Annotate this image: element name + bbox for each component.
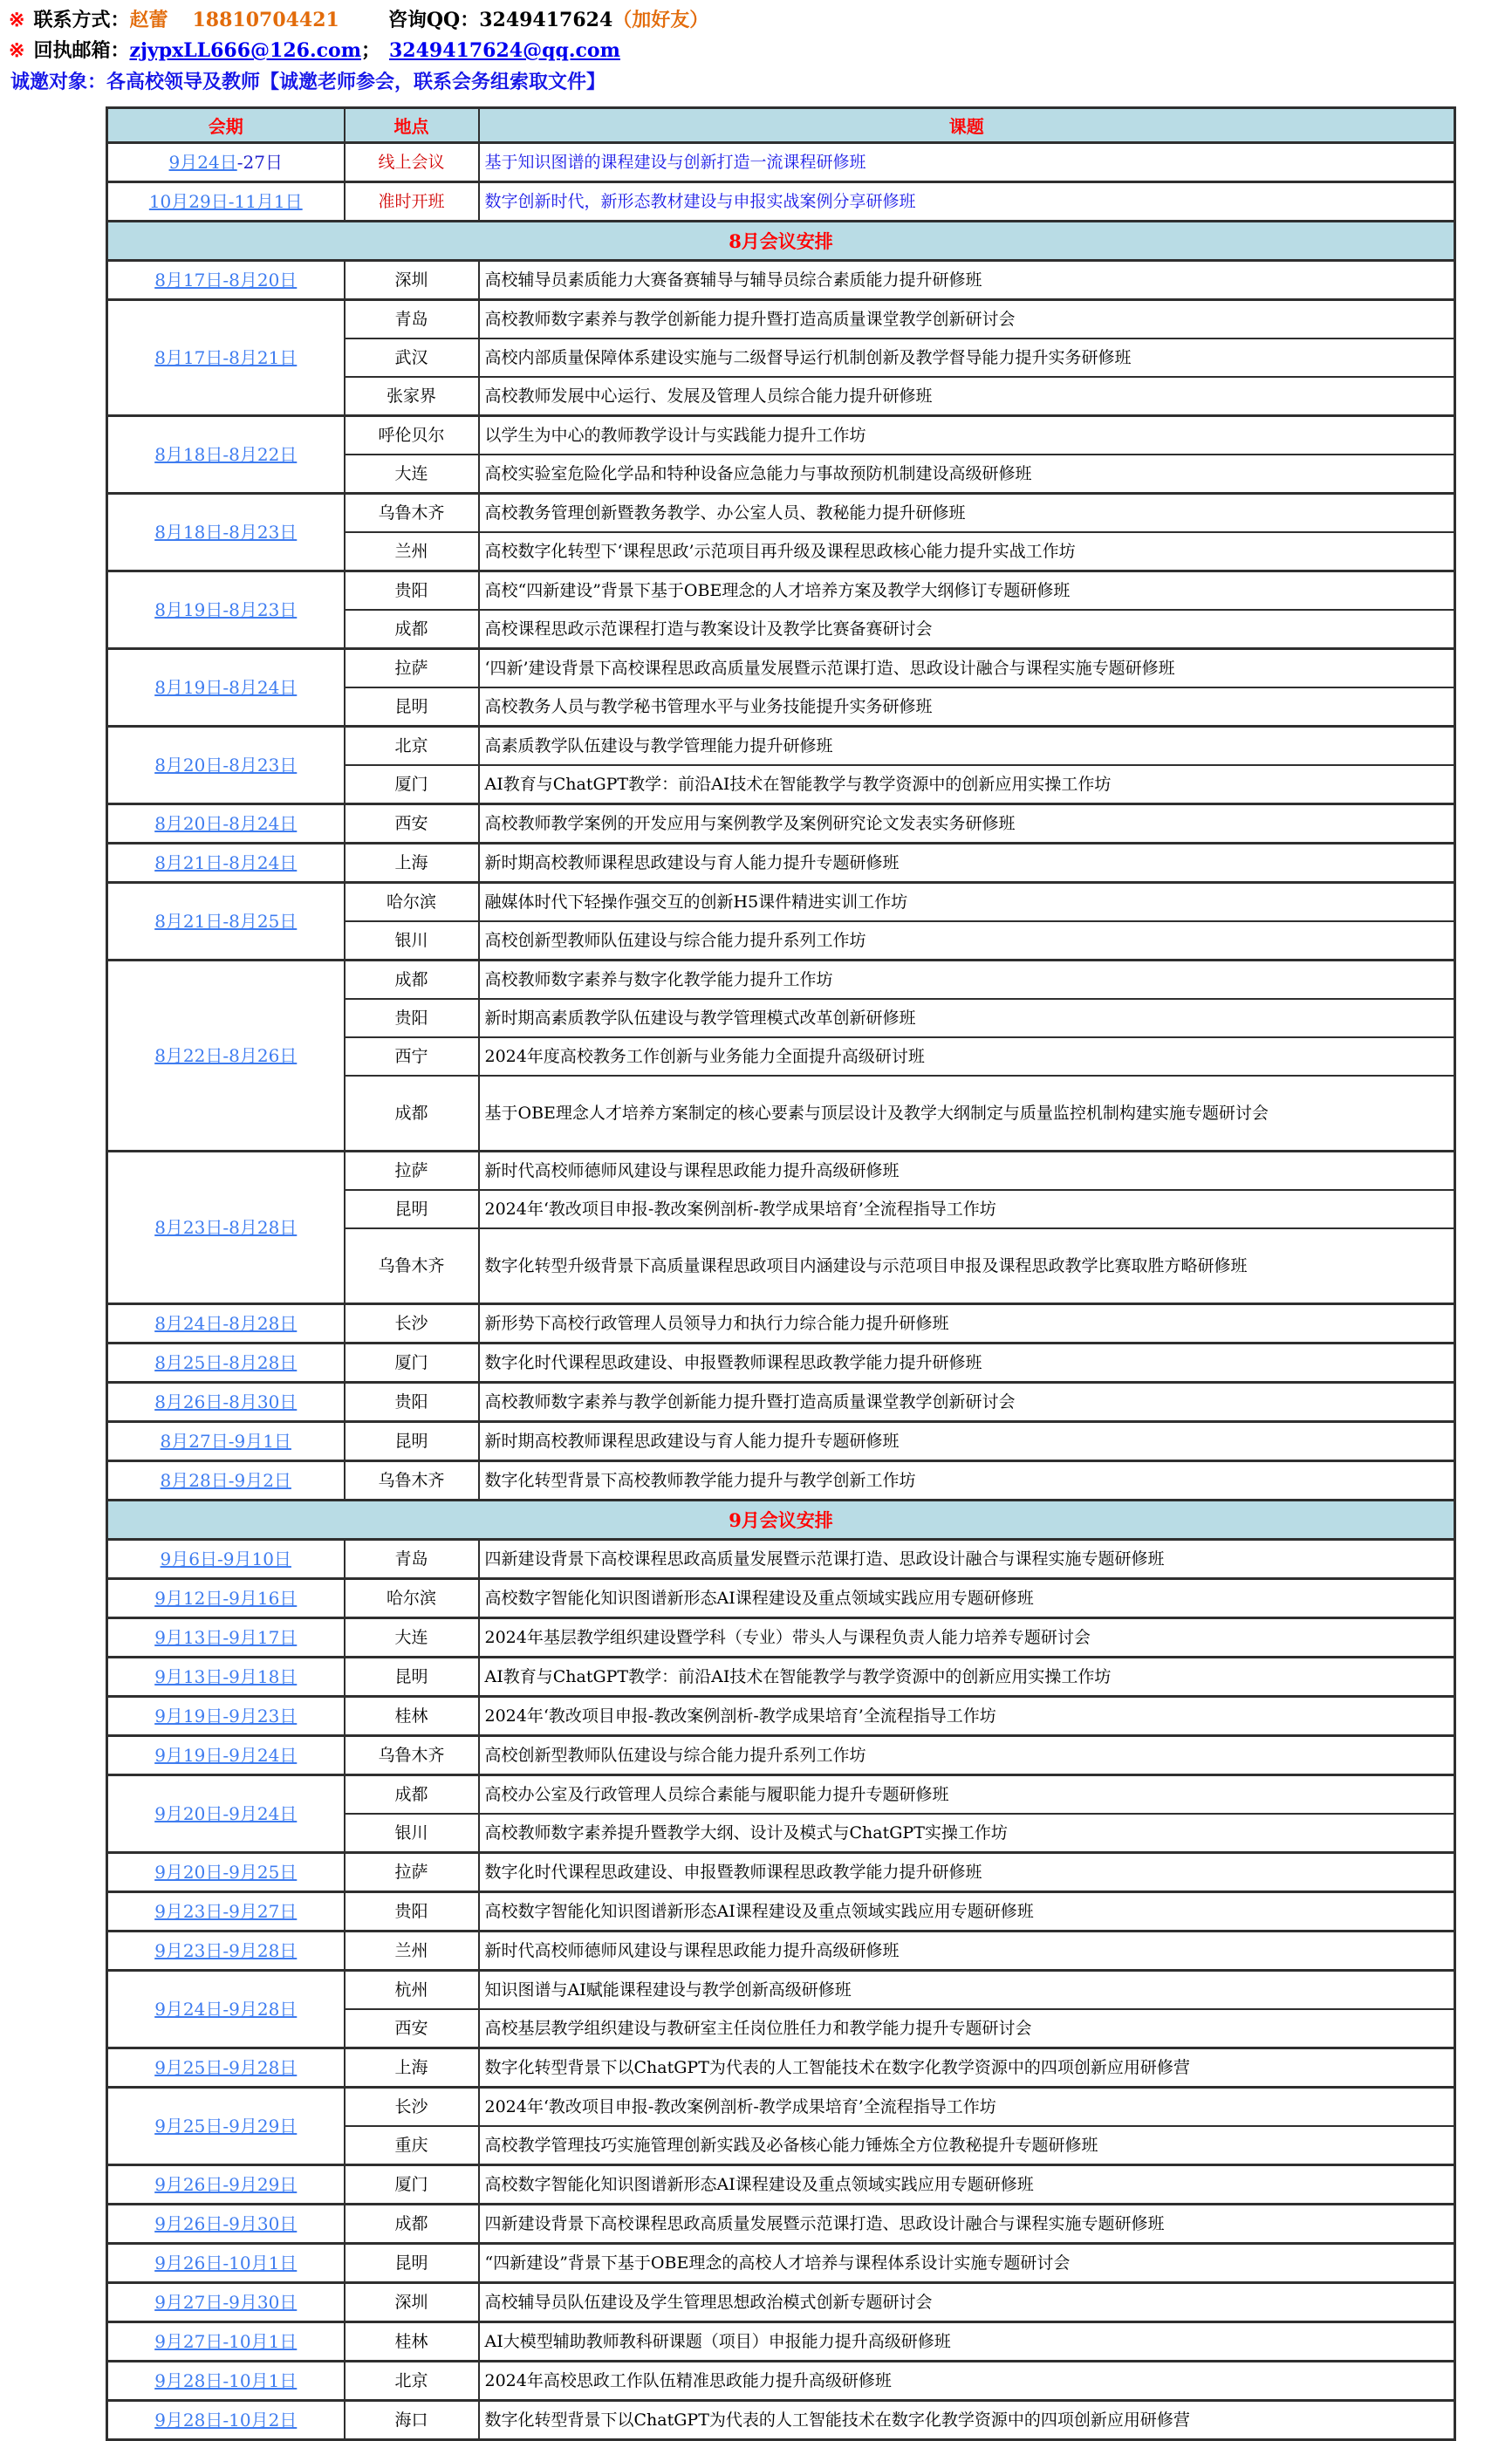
session-date-link[interactable]: 8月20日-8月24日: [154, 813, 298, 834]
topic-cell: 高校实验室危险化学品和特种设备应急能力与事故预防机制建设高级研修班: [479, 455, 1455, 494]
topic-cell: 基于OBE理念人才培养方案制定的核心要素与顶层设计及教学大纲制定与质量监控机制构建实施专题研讨会: [479, 1076, 1455, 1152]
topic-cell: 高素质教学队伍建设与教学管理能力提升研修班: [479, 727, 1455, 766]
session-date-link[interactable]: 8月26日-8月30日: [154, 1391, 298, 1412]
table-row: [107, 1736, 1455, 1775]
session-date-link[interactable]: 9月19日-9月23日: [154, 1706, 298, 1726]
location-cell: 长沙: [345, 1304, 479, 1344]
session-date-cell: [107, 1618, 345, 1658]
location-cell: 大连: [345, 455, 479, 494]
session-date-link[interactable]: 8月24日-8月28日: [154, 1313, 298, 1334]
location-cell: 西宁: [345, 1037, 479, 1076]
topic-cell: 高校教务管理创新暨教务教学、办公室人员、教秘能力提升研修班: [479, 494, 1455, 533]
session-date-cell: [107, 1540, 345, 1579]
contact-phone: 18810704421: [192, 9, 339, 31]
session-date-link[interactable]: 8月17日-8月20日: [154, 270, 298, 291]
column-header-topic: 课题: [479, 108, 1455, 143]
topic-cell: 新时代高校师德师风建设与课程思政能力提升高级研修班: [479, 1932, 1455, 1971]
session-date-cell: [107, 1579, 345, 1618]
table-row: [107, 300, 1455, 339]
session-date-cell: [107, 1736, 345, 1775]
table-row: [107, 2048, 1455, 2088]
location-cell: 海口: [345, 2401, 479, 2440]
location-cell: 拉萨: [345, 1853, 479, 1892]
session-date-link[interactable]: 9月27日-10月1日: [154, 2331, 298, 2352]
reply-email-line: [9, 36, 1512, 66]
location-cell: 呼伦贝尔: [345, 416, 479, 455]
location-cell: 贵阳: [345, 571, 479, 611]
session-date-link[interactable]: 8月21日-8月25日: [154, 911, 298, 932]
topic-cell: 数字化时代课程思政建设、申报暨教师课程思政教学能力提升研修班: [479, 1853, 1455, 1892]
location-cell: 线上会议: [345, 143, 479, 182]
table-row: [107, 2401, 1455, 2440]
table-row: [107, 2165, 1455, 2205]
column-header-session: 会期: [107, 108, 345, 143]
topic-cell: 2024年高校思政工作队伍精准思政能力提升高级研修班: [479, 2362, 1455, 2401]
table-row: [107, 1697, 1455, 1736]
location-cell: 乌鲁木齐: [345, 494, 479, 533]
session-date-link[interactable]: 8月19日-8月24日: [154, 677, 298, 698]
session-date-cell: [107, 1344, 345, 1383]
table-row: [107, 1579, 1455, 1618]
table-row: [107, 1932, 1455, 1971]
session-date-link[interactable]: 9月27日-9月30日: [154, 2292, 298, 2313]
session-date-cell: [107, 1853, 345, 1892]
table-row: [107, 1152, 1455, 1191]
email-link-1[interactable]: zjypxLL666@126.com: [129, 39, 361, 62]
session-date-link[interactable]: 8月22日-8月26日: [154, 1045, 298, 1066]
table-row: [107, 2205, 1455, 2244]
topic-cell: 高校创新型教师队伍建设与综合能力提升系列工作坊: [479, 1736, 1455, 1775]
location-cell: 西安: [345, 2009, 479, 2048]
location-cell: 青岛: [345, 300, 479, 339]
table-row: [107, 1344, 1455, 1383]
table-row: [107, 182, 1455, 222]
location-cell: 重庆: [345, 2126, 479, 2165]
topic-cell: 高校教师数字素养与数字化教学能力提升工作坊: [479, 961, 1455, 1000]
session-date-cell: [107, 804, 345, 844]
session-date-cell: [107, 2322, 345, 2362]
session-date-link[interactable]: 9月23日-9月27日: [154, 1901, 298, 1922]
session-date-cell: [107, 182, 345, 222]
topic-cell: 高校课程思政示范课程打造与教案设计及教学比赛备赛研讨会: [479, 610, 1455, 649]
topic-cell: 2024年‘教改项目申报-教改案例剖析-教学成果培育’全流程指导工作坊: [479, 2088, 1455, 2127]
session-date-cell: [107, 300, 345, 416]
session-date-link[interactable]: 8月17日-8月21日: [154, 347, 298, 368]
table-row: [107, 2244, 1455, 2283]
session-date-cell: [107, 1892, 345, 1932]
session-date-link[interactable]: 9月26日-10月1日: [154, 2253, 298, 2273]
session-date-cell: [107, 961, 345, 1152]
table-row: [107, 1775, 1455, 1815]
location-cell: 昆明: [345, 1658, 479, 1697]
topic-cell: 高校数字智能化知识图谱新形态AI课程建设及重点领域实践应用专题研修班: [479, 1892, 1455, 1932]
session-date-cell: [107, 2088, 345, 2165]
location-cell: 昆明: [345, 687, 479, 727]
table-row: [107, 1853, 1455, 1892]
location-cell: 贵阳: [345, 1383, 479, 1422]
topic-cell: 高校“四新建设”背景下基于OBE理念的人才培养方案及教学大纲修订专题研修班: [479, 571, 1455, 611]
location-cell: 北京: [345, 727, 479, 766]
session-date-cell: [107, 143, 345, 182]
asterisk-marker-icon: ※: [9, 9, 25, 31]
table-row: [107, 2362, 1455, 2401]
email-link-2[interactable]: 3249417624@qq.com: [389, 39, 620, 62]
topic-cell: ‘四新’建设背景下高校课程思政高质量发展暨示范课打造、思政设计融合与课程实施专题研修班: [479, 649, 1455, 688]
session-date-cell: [107, 2401, 345, 2440]
topic-cell: 新时期高素质教学队伍建设与教学管理模式改革创新研修班: [479, 999, 1455, 1037]
location-cell: 拉萨: [345, 1152, 479, 1191]
session-date-cell: [107, 1461, 345, 1501]
location-cell: 乌鲁木齐: [345, 1736, 479, 1775]
location-cell: 贵阳: [345, 1892, 479, 1932]
topic-cell: AI大模型辅助教师教科研课题（项目）申报能力提升高级研修班: [479, 2322, 1455, 2362]
topic-cell: 2024年‘教改项目申报-教改案例剖析-教学成果培育’全流程指导工作坊: [479, 1190, 1455, 1228]
month-band-label: 9月会议安排: [107, 1501, 1455, 1540]
session-date-link[interactable]: 9月24日-9月28日: [154, 1999, 298, 2020]
table-row: [107, 261, 1455, 300]
location-cell: 昆明: [345, 2244, 479, 2283]
session-date-link[interactable]: 9月28日-10月1日: [154, 2370, 298, 2391]
table-row: [107, 844, 1455, 883]
topic-cell: 高校教学管理技巧实施管理创新实践及必备核心能力锤炼全方位教秘提升专题研修班: [479, 2126, 1455, 2165]
session-date-cell: [107, 2362, 345, 2401]
month-band-row: [107, 1501, 1455, 1540]
session-date-link[interactable]: 8月18日-8月22日: [154, 444, 298, 465]
session-date-cell: [107, 1971, 345, 2048]
location-cell: 青岛: [345, 1540, 479, 1579]
topic-cell: 高校辅导员素质能力大赛备赛辅导与辅导员综合素质能力提升研修班: [479, 261, 1455, 300]
topic-cell: 高校辅导员队伍建设及学生管理思想政治模式创新专题研讨会: [479, 2283, 1455, 2322]
invite-line: 诚邀对象：各高校领导及教师【诚邀老师参会，联系会务组索取文件】: [10, 71, 606, 93]
session-date-cell: [107, 2244, 345, 2283]
session-date-cell: [107, 1658, 345, 1697]
topic-cell: 新形势下高校行政管理人员领导力和执行力综合能力提升研修班: [479, 1304, 1455, 1344]
session-date-link[interactable]: 9月19日-9月24日: [154, 1745, 298, 1766]
table-row: [107, 416, 1455, 455]
month-band-label: 8月会议安排: [107, 222, 1455, 261]
location-cell: 上海: [345, 2048, 479, 2088]
session-date-link[interactable]: 8月25日-8月28日: [154, 1352, 298, 1373]
table-row: [107, 1383, 1455, 1422]
table-row: [107, 961, 1455, 1000]
table-row: [107, 2088, 1455, 2127]
topic-cell: 高校办公室及行政管理人员综合素能与履职能力提升专题研修班: [479, 1775, 1455, 1815]
qq-label: 咨询QQ：: [387, 9, 480, 31]
topic-cell: 2024年度高校教务工作创新与业务能力全面提升高级研讨班: [479, 1037, 1455, 1076]
topic-cell: 基于知识图谱的课程建设与创新打造一流课程研修班: [479, 143, 1455, 182]
session-date-cell: [107, 727, 345, 804]
session-date-cell: [107, 261, 345, 300]
email-label: 回执邮箱：: [33, 39, 130, 62]
session-date-link[interactable]: 9月20日-9月25日: [154, 1862, 298, 1883]
topic-cell: 高校创新型教师队伍建设与综合能力提升系列工作坊: [479, 921, 1455, 961]
location-cell: 哈尔滨: [345, 883, 479, 922]
session-date-link[interactable]: 9月20日-9月24日: [154, 1803, 298, 1824]
asterisk-marker-icon: ※: [9, 39, 25, 62]
location-cell: 厦门: [345, 765, 479, 804]
email-separator: ；: [360, 39, 380, 62]
session-date-cell: [107, 1697, 345, 1736]
session-date-link[interactable]: 9月13日-9月17日: [154, 1627, 298, 1648]
column-header-location: 地点: [345, 108, 479, 143]
contact-name: 赵蕾: [129, 9, 168, 31]
topic-cell: 高校教师数字素养与教学创新能力提升暨打造高质量课堂教学创新研讨会: [479, 300, 1455, 339]
topic-cell: 融媒体时代下轻操作强交互的创新H5课件精进实训工作坊: [479, 883, 1455, 922]
topic-cell: 以学生为中心的教师教学设计与实践能力提升工作坊: [479, 416, 1455, 455]
location-cell: 成都: [345, 2205, 479, 2244]
topic-cell: 数字化时代课程思政建设、申报暨教师课程思政教学能力提升研修班: [479, 1344, 1455, 1383]
session-date-cell: [107, 2205, 345, 2244]
session-date-link[interactable]: 8月28日-9月2日: [160, 1470, 291, 1491]
topic-cell: 数字创新时代，新形态教材建设与申报实战案例分享研修班: [479, 182, 1455, 222]
location-cell: 张家界: [345, 377, 479, 416]
contact-block: [0, 0, 1512, 98]
topic-cell: 高校教务人员与教学秘书管理水平与业务技能提升实务研修班: [479, 687, 1455, 727]
table-row: [107, 1658, 1455, 1697]
table-row: [107, 494, 1455, 533]
location-cell: 桂林: [345, 1697, 479, 1736]
location-cell: 拉萨: [345, 649, 479, 688]
location-cell: 贵阳: [345, 999, 479, 1037]
table-row: [107, 649, 1455, 688]
table-row: [107, 143, 1455, 182]
location-cell: 长沙: [345, 2088, 479, 2127]
topic-cell: 高校教师数字素养提升暨教学大纲、设计及模式与ChatGPT实操工作坊: [479, 1814, 1455, 1853]
table-row: [107, 1304, 1455, 1344]
topic-cell: 高校数字智能化知识图谱新形态AI课程建设及重点领域实践应用专题研修班: [479, 2165, 1455, 2205]
table-row: [107, 571, 1455, 611]
location-cell: 厦门: [345, 2165, 479, 2205]
session-date-cell: [107, 1422, 345, 1461]
topic-cell: 数字化转型背景下以ChatGPT为代表的人工智能技术在数字化教学资源中的四项创新应用研修营: [479, 2401, 1455, 2440]
conference-schedule-table: [106, 106, 1456, 2441]
session-date-link[interactable]: 9月26日-9月30日: [154, 2213, 298, 2234]
session-date-cell: [107, 1932, 345, 1971]
location-cell: 准时开班: [345, 182, 479, 222]
topic-cell: 数字化转型背景下以ChatGPT为代表的人工智能技术在数字化教学资源中的四项创新应用研修营: [479, 2048, 1455, 2088]
table-row: [107, 2322, 1455, 2362]
location-cell: 银川: [345, 1814, 479, 1853]
location-cell: 乌鲁木齐: [345, 1461, 479, 1501]
qq-number: 3249417624: [479, 9, 613, 31]
table-row: [107, 727, 1455, 766]
session-date-link[interactable]: 10月29日-11月1日: [148, 191, 303, 212]
location-cell: 深圳: [345, 261, 479, 300]
session-date-cell: [107, 2283, 345, 2322]
session-date-link[interactable]: 9月6日-9月10日: [160, 1549, 291, 1569]
topic-cell: 数字化转型背景下高校教师教学能力提升与教学创新工作坊: [479, 1461, 1455, 1501]
session-date-link[interactable]: 9月26日-9月29日: [154, 2174, 298, 2195]
location-cell: 兰州: [345, 1932, 479, 1971]
session-date-cell: [107, 416, 345, 494]
session-date-link[interactable]: 9月24日: [168, 152, 237, 173]
table-row: [107, 1461, 1455, 1501]
session-date-cell: [107, 1152, 345, 1304]
session-date-cell: [107, 2048, 345, 2088]
location-cell: 昆明: [345, 1422, 479, 1461]
topic-cell: 新时代高校师德师风建设与课程思政能力提升高级研修班: [479, 1152, 1455, 1191]
session-date-rest: -27日: [236, 152, 283, 173]
location-cell: 杭州: [345, 1971, 479, 2010]
session-date-cell: [107, 1775, 345, 1853]
topic-cell: 高校教师教学案例的开发应用与案例教学及案例研究论文发表实务研修班: [479, 804, 1455, 844]
session-date-cell: [107, 1383, 345, 1422]
month-band-row: [107, 222, 1455, 261]
table-row: [107, 1618, 1455, 1658]
session-date-link[interactable]: 9月25日-9月28日: [154, 2057, 298, 2078]
session-date-link[interactable]: 8月19日-8月23日: [154, 599, 298, 620]
session-date-cell: [107, 1304, 345, 1344]
session-date-link[interactable]: 9月12日-9月16日: [154, 1588, 298, 1609]
topic-cell: 高校教师发展中心运行、发展及管理人员综合能力提升研修班: [479, 377, 1455, 416]
topic-cell: 2024年‘教改项目申报-教改案例剖析-教学成果培育’全流程指导工作坊: [479, 1697, 1455, 1736]
table-header-row: [107, 108, 1455, 143]
table-row: [107, 1892, 1455, 1932]
topic-cell: 四新建设背景下高校课程思政高质量发展暨示范课打造、思政设计融合与课程实施专题研修班: [479, 1540, 1455, 1579]
topic-cell: AI教育与ChatGPT教学：前沿AI技术在智能教学与教学资源中的创新应用实操工作坊: [479, 765, 1455, 804]
session-date-link[interactable]: 8月18日-8月23日: [154, 522, 298, 543]
session-date-link[interactable]: 8月27日-9月1日: [160, 1431, 291, 1452]
location-cell: 上海: [345, 844, 479, 883]
location-cell: 银川: [345, 921, 479, 961]
session-date-cell: [107, 494, 345, 571]
table-row: [107, 804, 1455, 844]
session-date-link[interactable]: 9月28日-10月2日: [154, 2410, 298, 2431]
session-date-link[interactable]: 9月25日-9月29日: [154, 2116, 298, 2137]
session-date-link[interactable]: 9月13日-9月18日: [154, 1666, 298, 1687]
location-cell: 厦门: [345, 1344, 479, 1383]
session-date-link[interactable]: 8月20日-8月23日: [154, 755, 298, 776]
location-cell: 大连: [345, 1618, 479, 1658]
session-date-cell: [107, 844, 345, 883]
contact-line: [9, 5, 1512, 36]
session-date-cell: [107, 649, 345, 727]
topic-cell: 新时期高校教师课程思政建设与育人能力提升专题研修班: [479, 844, 1455, 883]
location-cell: 北京: [345, 2362, 479, 2401]
location-cell: 深圳: [345, 2283, 479, 2322]
location-cell: 桂林: [345, 2322, 479, 2362]
topic-cell: 知识图谱与AI赋能课程建设与教学创新高级研修班: [479, 1971, 1455, 2010]
topic-cell: 2024年基层教学组织建设暨学科（专业）带头人与课程负责人能力培养专题研讨会: [479, 1618, 1455, 1658]
session-date-link[interactable]: 8月23日-8月28日: [154, 1217, 298, 1238]
session-date-cell: [107, 883, 345, 961]
location-cell: 兰州: [345, 532, 479, 571]
table-row: [107, 1422, 1455, 1461]
topic-cell: 高校数字化转型下‘课程思政’示范项目再升级及课程思政核心能力提升实战工作坊: [479, 532, 1455, 571]
location-cell: 成都: [345, 1775, 479, 1815]
table-row: [107, 2283, 1455, 2322]
topic-cell: 高校内部质量保障体系建设实施与二级督导运行机制创新及教学督导能力提升实务研修班: [479, 338, 1455, 377]
location-cell: 西安: [345, 804, 479, 844]
location-cell: 昆明: [345, 1190, 479, 1228]
location-cell: 乌鲁木齐: [345, 1228, 479, 1304]
location-cell: 成都: [345, 961, 479, 1000]
location-cell: 成都: [345, 610, 479, 649]
location-cell: 武汉: [345, 338, 479, 377]
topic-cell: 数字化转型升级背景下高质量课程思政项目内涵建设与示范项目申报及课程思政教学比赛取胜方略研修班: [479, 1228, 1455, 1304]
topic-cell: 四新建设背景下高校课程思政高质量发展暨示范课打造、思政设计融合与课程实施专题研修班: [479, 2205, 1455, 2244]
topic-cell: “四新建设”背景下基于OBE理念的高校人才培养与课程体系设计实施专题研讨会: [479, 2244, 1455, 2283]
topic-cell: 高校基层教学组织建设与教研室主任岗位胜任力和教学能力提升专题研讨会: [479, 2009, 1455, 2048]
topic-cell: AI教育与ChatGPT教学：前沿AI技术在智能教学与教学资源中的创新应用实操工作坊: [479, 1658, 1455, 1697]
topic-cell: 高校教师数字素养与教学创新能力提升暨打造高质量课堂教学创新研讨会: [479, 1383, 1455, 1422]
session-date-link[interactable]: 8月21日-8月24日: [154, 852, 298, 873]
location-cell: 成都: [345, 1076, 479, 1152]
table-row: [107, 883, 1455, 922]
session-date-cell: [107, 571, 345, 649]
session-date-link[interactable]: 9月23日-9月28日: [154, 1940, 298, 1961]
topic-cell: 新时期高校教师课程思政建设与育人能力提升专题研修班: [479, 1422, 1455, 1461]
session-date-cell: [107, 2165, 345, 2205]
contact-label: 联系方式：: [33, 9, 130, 31]
table-row: [107, 1971, 1455, 2010]
location-cell: 哈尔滨: [345, 1579, 479, 1618]
table-row: [107, 1540, 1455, 1579]
qq-note: （加好友）: [612, 9, 709, 31]
topic-cell: 高校数字智能化知识图谱新形态AI课程建设及重点领域实践应用专题研修班: [479, 1579, 1455, 1618]
